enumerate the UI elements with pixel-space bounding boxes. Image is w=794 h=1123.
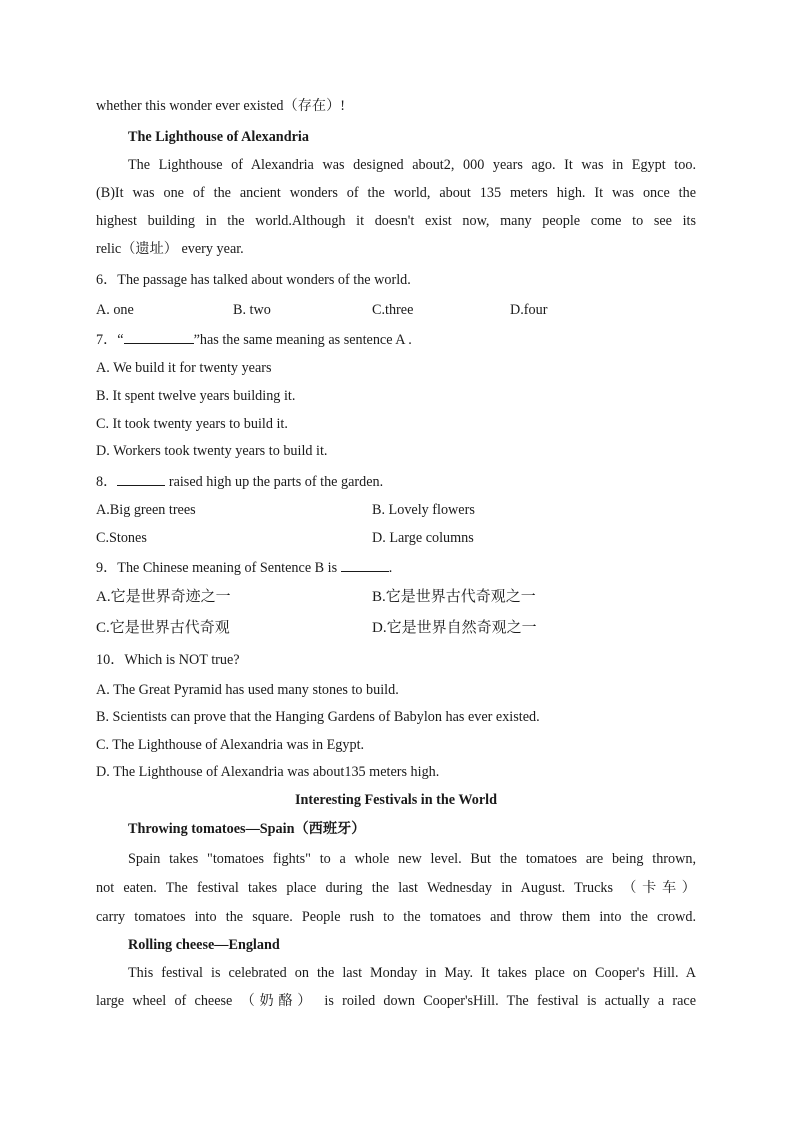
question-7-option-d: D. Workers took twenty years to build it. bbox=[96, 443, 328, 459]
question-9-stem-suffix: . bbox=[388, 560, 393, 576]
passage-tail-line: whether this wonder ever existed（存在）! bbox=[96, 98, 346, 114]
lighthouse-line-4: relic（遗址） every year. bbox=[96, 241, 244, 257]
question-8-blank bbox=[117, 471, 165, 486]
question-10-option-d: D. The Lighthouse of Alexandria was about135 meters high. bbox=[96, 764, 440, 780]
question-8-option-a: A.Big green trees bbox=[96, 502, 196, 518]
question-6-stem: 6．The passage has talked about wonders of the world. bbox=[96, 272, 411, 288]
question-7-stem-suffix: ”has the same meaning as sentence A . bbox=[193, 332, 412, 348]
question-7-option-b: B. It spent twelve years building it. bbox=[96, 388, 296, 404]
question-9-option-a: A.它是世界奇迹之一 bbox=[96, 589, 231, 605]
question-7-blank bbox=[124, 329, 194, 344]
tomatoes-line-2: not eaten. The festival takes place during the last Wednesday in August. Trucks （卡车） bbox=[96, 880, 696, 896]
lighthouse-line-1: The Lighthouse of Alexandria was designed about2, 000 years ago. It was in Egypt too. bbox=[128, 157, 696, 173]
question-8-stem bbox=[96, 471, 696, 491]
tomatoes-line-1: Spain takes "tomatoes fights" to a whole new level. But the tomatoes are being thrown, bbox=[128, 851, 696, 867]
festivals-title: Interesting Festivals in the World bbox=[294, 792, 498, 808]
tomatoes-line-3: carry tomatoes into the square. People rush to the tomatoes and throw them into the crowd. bbox=[96, 909, 696, 925]
question-8-option-b: B. Lovely flowers bbox=[372, 502, 475, 518]
question-6-option-b: B. two bbox=[233, 302, 271, 318]
question-8-stem-suffix: raised high up the parts of the garden. bbox=[165, 474, 384, 490]
question-8-option-d: D. Large columns bbox=[372, 530, 474, 546]
question-6-option-a: A. one bbox=[96, 302, 134, 318]
question-8-stem-prefix: 8． bbox=[96, 474, 118, 490]
cheese-line-2: large wheel of cheese （奶酪） is roiled down Cooper'sHill. The festival is actually a race bbox=[96, 993, 696, 1009]
cheese-line-1: This festival is celebrated on the last Monday in May. It takes place on Cooper's Hill. A bbox=[128, 965, 696, 981]
question-9-stem-prefix: 9．The Chinese meaning of Sentence B is bbox=[96, 560, 341, 576]
lighthouse-line-3: highest building in the world.Although it doesn't exist now, many people come to see its bbox=[96, 213, 696, 229]
question-9-option-d: D.它是世界自然奇观之一 bbox=[372, 620, 537, 636]
question-9-blank bbox=[341, 557, 389, 572]
question-7-stem bbox=[96, 329, 696, 349]
question-10-option-c: C. The Lighthouse of Alexandria was in Egypt. bbox=[96, 737, 365, 753]
question-10-option-a: A. The Great Pyramid has used many stones to build. bbox=[96, 682, 399, 698]
question-9-option-c: C.它是世界古代奇观 bbox=[96, 620, 230, 636]
lighthouse-heading: The Lighthouse of Alexandria bbox=[128, 129, 309, 145]
cheese-heading: Rolling cheese—England bbox=[128, 937, 280, 953]
question-9-option-b: B.它是世界古代奇观之一 bbox=[372, 589, 536, 605]
question-7-option-a: A. We build it for twenty years bbox=[96, 360, 272, 376]
tomatoes-heading: Throwing tomatoes—Spain（西班牙） bbox=[128, 821, 366, 837]
question-6-option-d: D.four bbox=[510, 302, 548, 318]
question-10-option-b: B. Scientists can prove that the Hanging Gardens of Babylon has ever existed. bbox=[96, 709, 540, 725]
question-9-stem bbox=[96, 557, 696, 577]
question-10-stem: 10．Which is NOT true? bbox=[96, 652, 240, 668]
question-7-stem-prefix: 7．“ bbox=[96, 332, 124, 348]
lighthouse-line-2: (B)It was one of the ancient wonders of the world, about 135 meters high. It was once the bbox=[96, 185, 696, 201]
question-6-option-c: C.three bbox=[372, 302, 414, 318]
question-7-option-c: C. It took twenty years to build it. bbox=[96, 416, 288, 432]
question-8-option-c: C.Stones bbox=[96, 530, 147, 546]
